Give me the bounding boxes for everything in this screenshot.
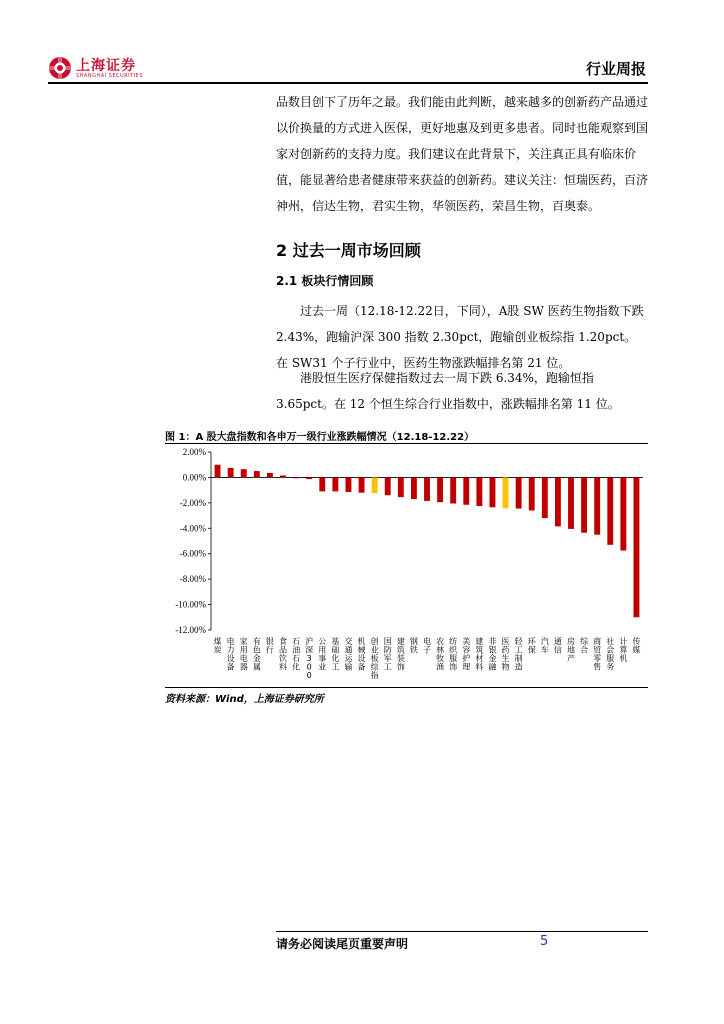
y-tick-label: -12.00% [175,625,206,635]
bar [359,477,365,492]
bar [437,477,443,502]
x-tick-label: 轻工制造 [514,637,523,672]
bar [385,477,391,495]
x-tick-label: 电子 [423,637,431,655]
bar [555,477,561,526]
bar [634,477,640,617]
bar [254,471,260,477]
bar [529,477,535,510]
logo-mark-icon [48,56,72,80]
bar [542,477,548,518]
x-tick-label: 建筑材料 [475,637,484,672]
x-tick-label: 通信 [553,637,562,655]
bar [424,477,430,501]
page-header [48,50,648,84]
x-tick-label: 电力设备 [226,637,235,672]
footer-divider [276,931,648,932]
figure-title: 图 1：A 股大盘指数和各申万一级行业涨跌幅情况（12.18-12.22） [165,432,475,443]
x-tick-label: 环保 [527,637,536,655]
bar [293,477,299,478]
x-tick-label: 传媒 [632,637,641,655]
figure-bottom-rule [165,687,648,688]
bar [228,468,234,478]
y-tick-label: -10.00% [175,599,206,610]
x-tick-label: 社会服务 [606,637,615,672]
y-tick-label: -2.00% [179,497,206,508]
x-tick-label: 建筑装饰 [396,637,405,672]
x-tick-label: 银行 [265,637,274,655]
subsection-heading: 2.1 板块行情回顾 [276,274,374,288]
bar [241,469,247,477]
bar [476,477,482,506]
bar [267,473,273,477]
bar [516,477,522,508]
y-tick-label: 0.00% [182,472,206,483]
bar [620,477,626,550]
y-tick-label: -4.00% [179,523,206,534]
industry-returns-bar-chart [165,444,648,687]
x-tick-label: 石油石化 [292,637,301,672]
paragraph-conclusion: 品数目创下了历年之最。我们能由此判断，越来越多的创新药产品通过以价换量的方式进入医保，更好地惠及到更多患者。同时也能观察到国家对创新药的支持力度。我们建议在此背景下，关注真正具有临床价值，能显著给患者健康带来获益的创新药。建议关注：恒瑞医药，百济神州，信达生物，君实生物，华领医药，荣昌生物，百奥泰。 [276,95,649,213]
x-tick-label: 机械设备 [357,637,366,672]
bar [581,477,587,532]
y-tick-label: -8.00% [179,574,206,585]
bar [306,477,312,479]
footer-disclaimer: 请务必阅读尾页重要声明 [276,937,409,951]
bar [490,477,496,507]
x-tick-label: 家用电器 [239,637,248,672]
bar [463,477,469,504]
x-tick-label: 汽车 [540,637,549,655]
x-tick-label: 计算机 [619,637,628,663]
x-tick-label: 农林牧渔 [436,637,445,672]
x-tick-label: 有色金属 [252,637,261,672]
bar [332,477,338,491]
bar [346,477,352,492]
paragraph-a-share-review: 过去一周（12.18-12.22日，下同），A股 SW 医药生物指数下跌 2.43%，跑输沪深 300 指数 2.30pct，跑输创业板综指 1.20pct。在 SW31 个子行业中，医药生物涨跌幅排名第 21 位。 [276,304,644,370]
bar [215,465,221,478]
section-heading: 2 过去一周市场回顾 [276,241,421,260]
bar [280,476,286,478]
x-tick-label: 非银金融 [488,637,497,672]
x-tick-label: 国防军工 [383,637,392,672]
paragraph-hk-review: 港股恒生医疗保健指数过去一周下跌 6.34%，跑输恒指 3.65pct。在 12 个恒生综合行业指数中，涨跌幅排名第 11 位。 [276,371,620,411]
x-tick-label: 商贸零售 [593,637,602,672]
bar [568,477,574,528]
x-tick-label: 基础化工 [331,637,340,672]
bar [607,477,613,544]
report-type-label: 行业周报 [585,60,646,78]
header-divider [48,82,648,84]
x-tick-label: 沪深 3 0 0 [305,637,314,680]
x-tick-label: 美容护理 [462,637,471,672]
logo-text: 上海证券 [76,58,136,74]
bar [594,477,600,534]
brand-logo [48,54,178,84]
x-tick-label: 房地产 [567,637,575,663]
bar [503,477,509,508]
y-tick-label: -6.00% [179,548,206,559]
logo-subtext: SHANGHAI SECURITIES [76,73,144,79]
x-tick-label: 医药生物 [501,637,510,672]
bar [450,477,456,503]
bar [372,477,378,493]
x-tick-label: 公用事业 [318,637,327,672]
x-tick-label: 综合 [580,637,589,655]
figure-source: 资料来源：Wind，上海证券研究所 [165,694,324,705]
y-tick-label: 2.00% [182,447,206,457]
bar [411,477,417,499]
page-number: 5 [540,934,549,949]
x-tick-label: 钢铁 [409,637,418,655]
x-tick-label: 纺织服饰 [449,637,458,672]
bar [319,477,325,491]
x-tick-label: 煤炭 [213,637,222,655]
x-tick-label: 创业板综指 [370,637,379,680]
bar [398,477,404,497]
x-tick-label: 食品饮料 [279,637,287,672]
x-tick-label: 交通运输 [344,637,353,672]
